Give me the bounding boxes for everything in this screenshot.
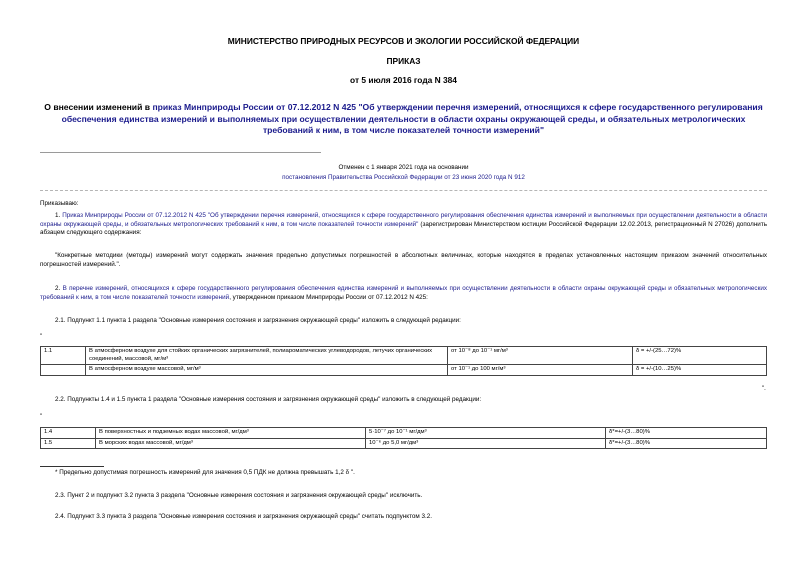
cell-desc: В атмосферном воздухе массовой, мг/м³ (86, 365, 448, 376)
doc-type: ПРИКАЗ (386, 56, 421, 66)
footnote-divider (40, 466, 104, 467)
cell-accuracy: δ*=+/-(3…80)% (606, 428, 767, 439)
repeal-link[interactable]: постановления Правительства Российской Федерации от 23 июня 2020 года N 912 (282, 174, 525, 181)
cell-range: 10⁻⁶ до 5,0 мг/дм³ (366, 438, 606, 449)
p2-link[interactable]: В перечне измерений, относящихся к сфере государственного регулирования обеспечения единства измерений и выполняемых при осуществлении деятельности в области охраны окружающей среды и обязательных метрологических требований к ним, в том числе показателей точности измерений (40, 285, 767, 301)
p2-number: 2. (55, 285, 63, 292)
open-quote: " (40, 414, 43, 420)
title-link[interactable]: приказ Минприроды России от 07.12.2012 N 425 "Об утверждении перечня измерений, относящихся к сфере государственного регулирования обеспечения единства измерений и выполняемых при осуществлении деятельности в области охраны окружающей среды, и обязательных метрологических требований к ним, в том числе показателей точности измерений" (61, 102, 763, 136)
divider (40, 152, 321, 153)
cell-num: 1.4 (41, 428, 96, 439)
order-word: Приказываю: (40, 200, 79, 207)
cell-desc: В атмосферном воздухе для стойких органических загрязнителей, полиароматических углеводородов, летучих органических соединений, массовой, мг/м³ (86, 347, 448, 365)
footnote (55, 469, 767, 478)
cell-accuracy: δ = +/-(25…72)% (633, 347, 767, 365)
p1-number: 1. (55, 212, 63, 219)
repeal-note: Отменен с 1 января 2021 года на основании (338, 164, 469, 171)
divider (40, 190, 767, 191)
cell-range: от 10⁻¹ до 100 мг/м³ (448, 365, 633, 376)
inserted-quote: "Конкретные методики (методы) измерений могут содержать значения предельно допустимых погрешностей в абсолютных величинах, которые находятся в пределах установленных настоящим приказом значений относительных погрешностей измерений.". (40, 252, 767, 268)
p2-rest: , утвержденном приказом Минприроды России от 07.12.2012 N 425: (229, 293, 428, 301)
footnote-text: * Предельно допустимая погрешность измерений для значения 0,5 ПДК не должна превышать 1,2 (55, 469, 346, 476)
cell-desc: В морских водах массовой, мг/дм³ (96, 438, 366, 449)
table-row (41, 365, 767, 376)
paragraph-1 (40, 212, 767, 238)
table-row (41, 438, 767, 449)
table-row (41, 347, 767, 365)
paragraph-2-4: 2.4. Подпункт 3.3 пункта 3 раздела "Основные измерения состояния и загрязнения окружающей среды" считать подпунктом 3.2. (55, 513, 432, 520)
table-row (41, 428, 767, 439)
close-quote: ". (762, 386, 766, 392)
paragraph-2 (40, 285, 767, 302)
ministry-heading: МИНИСТЕРСТВО ПРИРОДНЫХ РЕСУРСОВ И ЭКОЛОГИИ РОССИЙСКОЙ ФЕДЕРАЦИИ (227, 36, 580, 46)
table-subitem-1-1 (40, 346, 767, 376)
cell-range: 5·10⁻⁷ до 10⁻¹ мг/дм³ (366, 428, 606, 439)
doc-title (40, 102, 767, 137)
table-subitems-1-4-1-5 (40, 427, 767, 449)
cell-accuracy: δ = +/-(10…25)% (633, 365, 767, 376)
open-quote: " (40, 334, 43, 340)
cell-num: 1.5 (41, 438, 96, 449)
p1-rest: (зарегистрирован Министерством юстиции Российской Федерации 12.02.2013, регистрационный N 27026) дополнить абзацем следующего содержания: (40, 220, 767, 237)
cell-range: от 10⁻⁸ до 10⁻¹ мг/м³ (448, 347, 633, 365)
paragraph-2-1: 2.1. Подпункт 1.1 пункта 1 раздела "Основные измерения состояния и загрязнения окружающей среды" изложить в следующей редакции: (55, 317, 461, 324)
title-prefix: О внесении изменений в (44, 102, 153, 112)
paragraph-2-2: 2.2. Подпункты 1.4 и 1.5 пункта 1 раздела "Основные измерения состояния и загрязнения окружающей среды" изложить в следующей редакции: (55, 396, 482, 403)
delta-symbol: δ (345, 469, 350, 476)
cell-num: 1.1 (41, 347, 86, 365)
footnote-end: ". (350, 469, 355, 476)
cell-accuracy: δ*=+/-(3…80)% (606, 438, 767, 449)
paragraph-2-3: 2.3. Пункт 2 и подпункт 3.2 пункта 3 раздела "Основные измерения состояния и загрязнения окружающей среды" исключить. (55, 492, 423, 499)
cell-num (41, 365, 86, 376)
doc-date-number: от 5 июля 2016 года N 384 (350, 75, 457, 85)
cell-desc: В поверхностных и подземных водах массовой, мг/дм³ (96, 428, 366, 439)
p1-link[interactable]: Приказ Минприроды России от 07.12.2012 N 425 "Об утверждении перечня измерений, относящихся к сфере государственного регулирования обеспечения единства измерений и выполняемых при осуществлении деятельности в области охраны окружающей среды, и обязательных метрологических требований к ним, в том числе показателей точности измерений" (40, 212, 767, 228)
